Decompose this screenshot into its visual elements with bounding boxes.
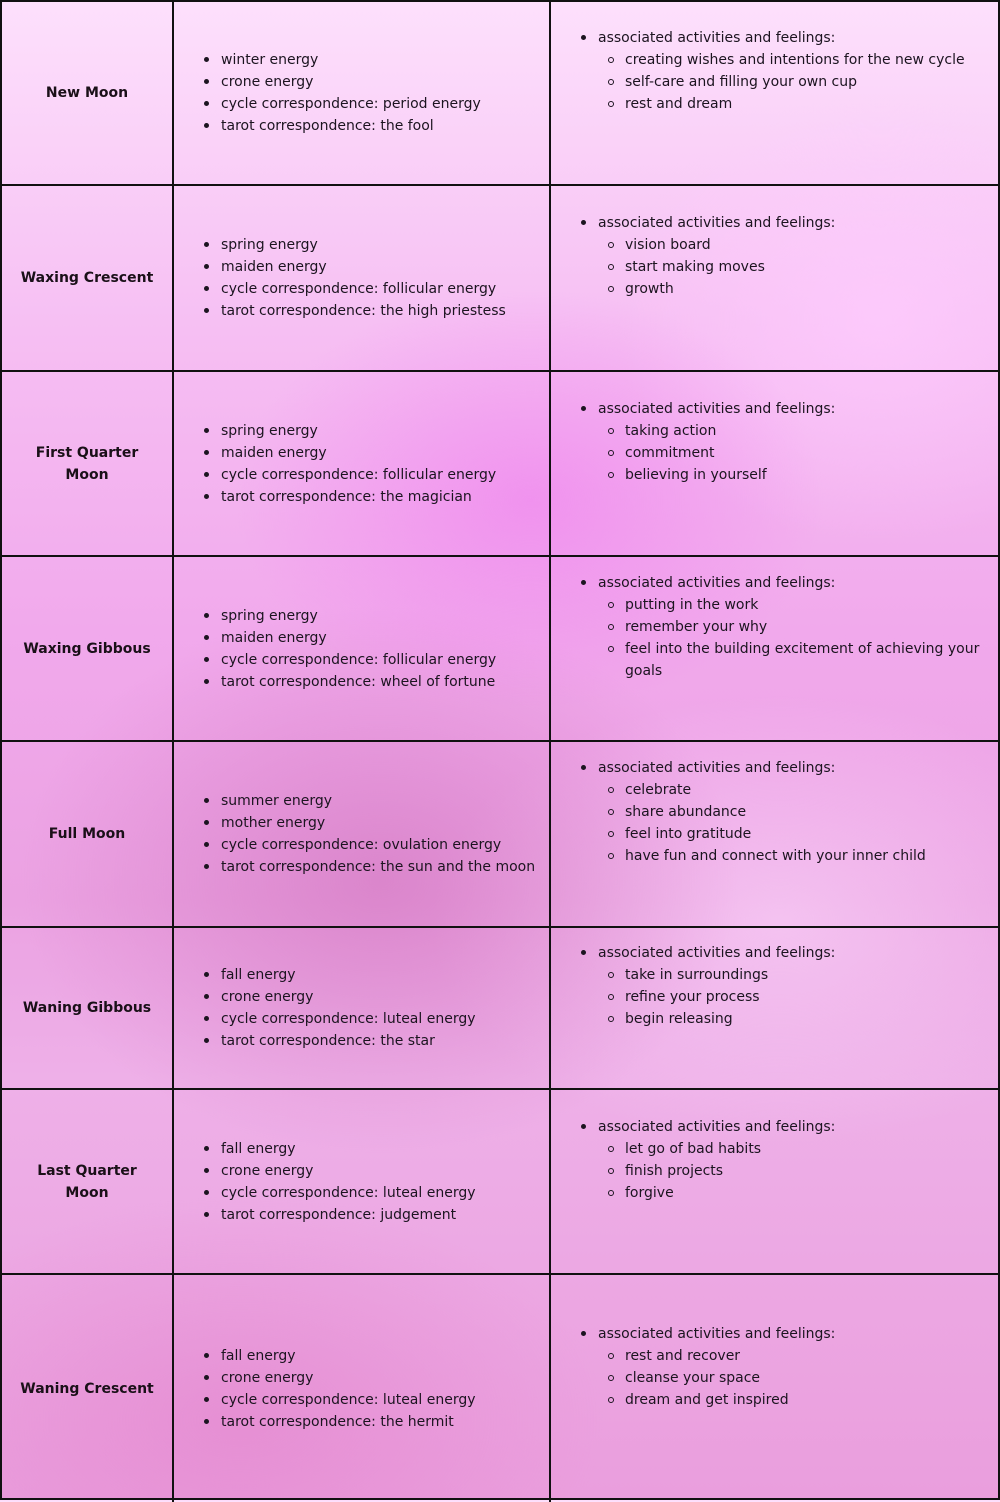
activities-sublist (608, 594, 986, 682)
list-item: tarot correspondence: the star (204, 1030, 476, 1052)
list-item: spring energy (204, 234, 506, 256)
correspondences-list (204, 790, 535, 878)
list-item: maiden energy (204, 627, 496, 649)
activities-heading-item (581, 1323, 835, 1411)
activities-sublist (608, 420, 835, 486)
list-item: growth (608, 278, 835, 300)
list-item: cleanse your space (608, 1367, 835, 1389)
list-item: cycle correspondence: luteal energy (204, 1182, 476, 1204)
activities-list (581, 27, 965, 115)
activities-cell (551, 742, 1000, 928)
list-item: share abundance (608, 801, 926, 823)
activities-cell (551, 557, 1000, 742)
activities-heading: associated activities and feelings: (598, 945, 836, 961)
activities-heading: associated activities and feelings: (598, 30, 836, 46)
activities-heading: associated activities and feelings: (598, 1325, 836, 1342)
list-item: creating wishes and intentions for the new cycle (608, 49, 965, 71)
list-item: celebrate (608, 779, 926, 801)
list-item: commitment (608, 442, 835, 464)
list-item: maiden energy (204, 442, 496, 464)
activities-heading-item (581, 572, 986, 682)
list-item: taking action (608, 420, 835, 442)
correspondences-cell (174, 372, 551, 557)
activities-heading: associated activities and feelings: (598, 400, 836, 417)
list-item: crone energy (204, 1160, 476, 1182)
activities-cell (551, 1090, 1000, 1275)
phase-name: Waxing Gibbous (23, 640, 151, 657)
phase-name-cell (2, 928, 174, 1090)
correspondences-list (204, 1345, 476, 1433)
activities-list (581, 572, 986, 682)
correspondences-cell (174, 1275, 551, 1502)
list-item: tarot correspondence: wheel of fortune (204, 671, 496, 693)
correspondences-cell (174, 742, 551, 928)
list-item: mother energy (204, 812, 535, 834)
correspondences-list (204, 605, 496, 693)
correspondences-list (204, 49, 481, 137)
list-item: vision board (608, 234, 835, 256)
activities-heading-item (581, 942, 835, 1030)
correspondences-cell (174, 928, 551, 1090)
activities-sublist (608, 234, 835, 300)
correspondences-list (204, 1138, 476, 1226)
correspondences-list (204, 420, 496, 508)
list-item: maiden energy (204, 256, 506, 278)
list-item: tarot correspondence: judgement (204, 1204, 476, 1226)
list-item: fall energy (204, 1345, 476, 1367)
list-item: tarot correspondence: the fool (204, 115, 481, 137)
list-item: self-care and filling your own cup (608, 71, 965, 93)
activities-cell (551, 372, 1000, 557)
list-item: have fun and connect with your inner child (608, 845, 926, 867)
list-item: feel into the building excitement of achieving your goals (608, 638, 986, 682)
activities-cell (551, 186, 1000, 372)
activities-heading: associated activities and feelings: (598, 215, 836, 231)
list-item: cycle correspondence: luteal energy (204, 1008, 476, 1030)
list-item: rest and recover (608, 1345, 835, 1367)
activities-heading: associated activities and feelings: (598, 1118, 836, 1135)
phase-name-cell (2, 372, 174, 557)
phase-name-cell (2, 1090, 174, 1275)
phase-name: New Moon (45, 85, 129, 101)
phase-name-cell (2, 557, 174, 742)
list-item: take in surroundings (608, 964, 835, 986)
phase-name-cell (2, 1275, 174, 1502)
activities-heading-item (581, 1116, 835, 1204)
phase-name: First Quarter Moon (35, 444, 139, 483)
list-item: tarot correspondence: the sun and the moon (204, 856, 535, 878)
list-item: dream and get inspired (608, 1389, 835, 1411)
activities-list (581, 398, 835, 486)
list-item: refine your process (608, 986, 835, 1008)
list-item: cycle correspondence: period energy (204, 93, 481, 115)
list-item: cycle correspondence: luteal energy (204, 1389, 476, 1411)
activities-cell (551, 1275, 1000, 1502)
activities-list (581, 942, 835, 1030)
phase-name-cell (2, 186, 174, 372)
correspondences-cell (174, 1090, 551, 1275)
activities-sublist (608, 964, 835, 1030)
activities-heading-item (581, 212, 835, 300)
activities-heading: associated activities and feelings: (598, 760, 836, 776)
list-item: winter energy (204, 49, 481, 71)
list-item: fall energy (204, 964, 476, 986)
activities-heading-item (581, 398, 835, 486)
correspondences-list (204, 234, 506, 322)
correspondences-cell (174, 557, 551, 742)
activities-list (581, 212, 835, 300)
activities-list (581, 1116, 835, 1204)
list-item: tarot correspondence: the hermit (204, 1411, 476, 1433)
list-item: finish projects (608, 1160, 835, 1182)
list-item: cycle correspondence: follicular energy (204, 278, 506, 300)
list-item: believing in yourself (608, 464, 835, 486)
activities-list (581, 757, 926, 867)
phase-name-cell (2, 2, 174, 186)
list-item: rest and dream (608, 93, 965, 115)
correspondences-cell (174, 2, 551, 186)
list-item: spring energy (204, 420, 496, 442)
list-item: crone energy (204, 71, 481, 93)
list-item: summer energy (204, 790, 535, 812)
activities-sublist (608, 49, 965, 115)
activities-heading-item (581, 757, 926, 867)
phase-name: Waning Crescent (20, 1380, 154, 1397)
list-item: crone energy (204, 986, 476, 1008)
activities-cell (551, 928, 1000, 1090)
correspondences-cell (174, 186, 551, 372)
list-item: cycle correspondence: follicular energy (204, 464, 496, 486)
list-item: putting in the work (608, 594, 986, 616)
activities-cell (551, 2, 1000, 186)
list-item: start making moves (608, 256, 835, 278)
phase-name-cell (2, 742, 174, 928)
activities-sublist (608, 1345, 835, 1411)
activities-heading-item (581, 27, 965, 115)
list-item: fall energy (204, 1138, 476, 1160)
list-item: let go of bad habits (608, 1138, 835, 1160)
activities-heading: associated activities and feelings: (598, 574, 836, 591)
list-item: begin releasing (608, 1008, 835, 1030)
list-item: tarot correspondence: the magician (204, 486, 496, 508)
phase-name: Waning Gibbous (22, 1000, 152, 1016)
list-item: remember your why (608, 616, 986, 638)
phase-name: Last Quarter Moon (37, 1162, 137, 1201)
activities-list (581, 1323, 835, 1411)
list-item: cycle correspondence: follicular energy (204, 649, 496, 671)
list-item: crone energy (204, 1367, 476, 1389)
phase-name: Full Moon (48, 826, 126, 842)
list-item: tarot correspondence: the high priestess (204, 300, 506, 322)
correspondences-list (204, 964, 476, 1052)
list-item: feel into gratitude (608, 823, 926, 845)
phase-name: Waxing Crescent (20, 270, 154, 286)
list-item: spring energy (204, 605, 496, 627)
activities-sublist (608, 779, 926, 867)
list-item: cycle correspondence: ovulation energy (204, 834, 535, 856)
activities-sublist (608, 1138, 835, 1204)
list-item: forgive (608, 1182, 835, 1204)
